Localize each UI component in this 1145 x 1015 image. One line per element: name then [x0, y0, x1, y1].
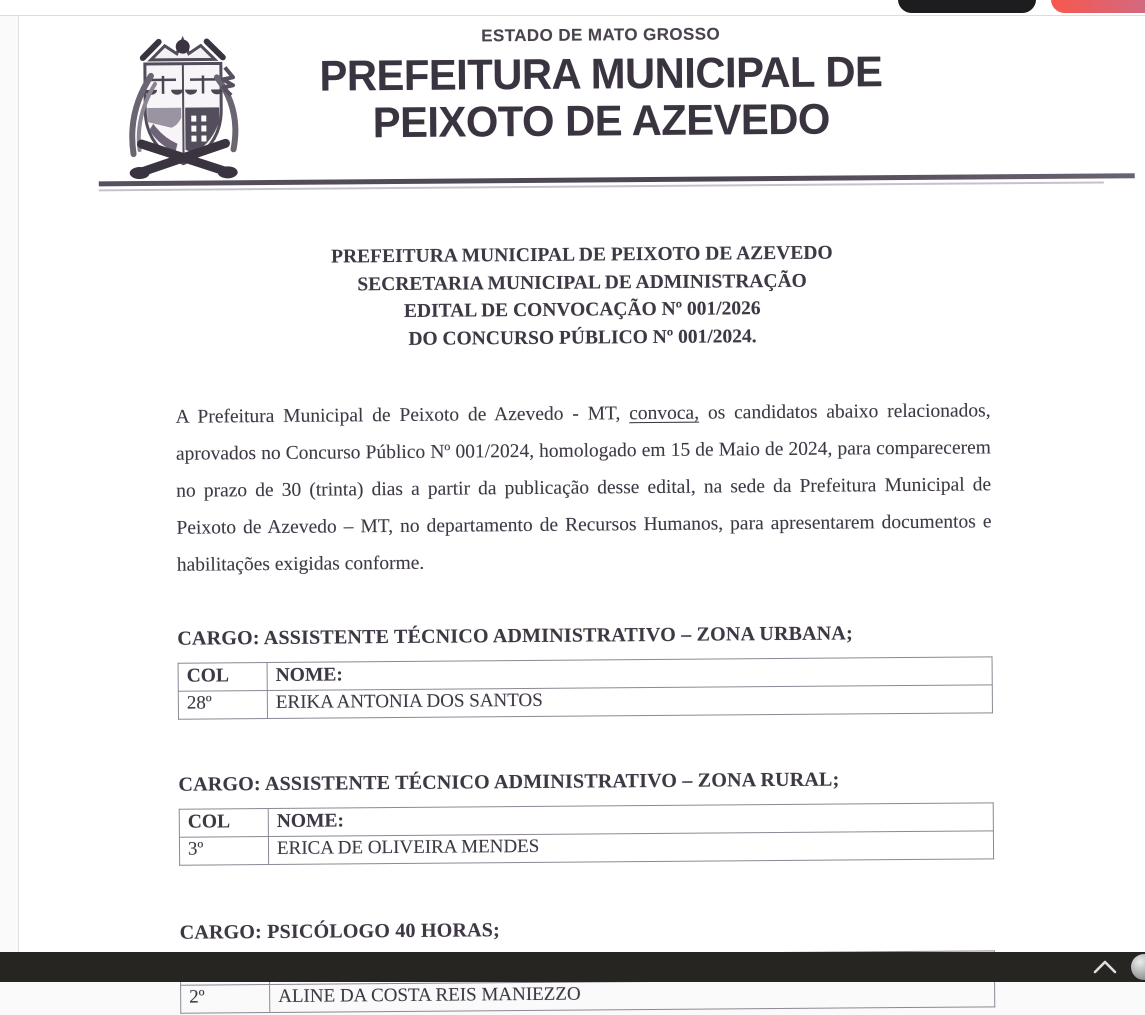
title-line-3: EDITAL DE CONVOCAÇÃO Nº 001/2026: [175, 293, 990, 327]
cargo-heading-zona-urbana: CARGO: ASSISTENTE TÉCNICO ADMINISTRATIVO – ZONA URBANA;: [177, 621, 992, 650]
bottom-toolbar: [0, 952, 1145, 982]
nome-header: NOME:: [269, 951, 994, 985]
cargo-heading-zona-rural: CARGO: ASSISTENTE TÉCNICO ADMINISTRATIVO – ZONA RURAL;: [178, 767, 993, 796]
table-row: [178, 685, 992, 719]
letterhead-title-line1: PREFEITURA MUNICIPAL DE: [218, 48, 985, 101]
roster-table-zona-urbana: [178, 656, 993, 719]
title-line-4: DO CONCURSO PÚBLICO Nº 001/2024.: [175, 321, 990, 355]
table-row: [179, 831, 993, 865]
candidate-name: ERICA DE OLIVEIRA MENDES: [268, 831, 993, 865]
candidate-rank: [181, 985, 270, 1014]
candidate-name: [270, 979, 995, 1013]
intro-paragraph: [175, 392, 991, 583]
cargo-heading-psicologo: CARGO: PSICÓLOGO 40 HORAS;: [180, 915, 995, 944]
dark-action-button[interactable]: [898, 0, 1036, 13]
nome-header: NOME:: [268, 803, 993, 837]
intro-underlined-word: convoca,: [629, 403, 699, 425]
edital-title-block: [174, 238, 990, 354]
red-action-button[interactable]: [1051, 0, 1145, 13]
col-header: COL: [180, 957, 269, 986]
letterhead: [15, 11, 1143, 200]
chevron-up-icon: [1091, 959, 1119, 975]
table-row: [181, 979, 995, 1013]
intro-text-before: A Prefeitura Municipal de Peixoto de Azevedo - MT,: [176, 403, 630, 428]
col-header: COL: [178, 663, 267, 692]
floating-orb-button[interactable]: [1131, 954, 1145, 980]
candidate-rank: 3º: [179, 837, 268, 866]
title-line-1: PREFEITURA MUNICIPAL DE PEIXOTO DE AZEVEDO: [174, 238, 989, 272]
letterhead-rule: [99, 173, 1135, 191]
letterhead-state-line: ESTADO DE MATO GROSSO: [206, 22, 996, 48]
scroll-to-top-button[interactable]: [1091, 959, 1119, 975]
candidate-name: ERIKA ANTONIA DOS SANTOS: [267, 685, 992, 719]
roster-table-zona-rural: [179, 802, 994, 865]
col-header: COL: [179, 809, 268, 838]
intro-text-after: os candidatos abaixo relacionados, aprovados no Concurso Público Nº 001/2024, homologado em 15 de Maio de 2024, para comparecerem no prazo de 30 (trinta) dias a partir da publicação desse edital, na sede da Prefeitura Municipal de Peixoto de Azevedo – MT, no departamento de Recursos Humanos, para apresentarem documentos e habilitações exigidas conforme.: [176, 400, 992, 575]
scanned-document-page: [18, 16, 1145, 952]
nome-header: NOME:: [267, 657, 992, 691]
candidate-rank: 28º: [178, 691, 267, 720]
title-line-2: SECRETARIA MUNICIPAL DE ADMINISTRAÇÃO: [174, 266, 989, 300]
letterhead-title-line2: PEIXOTO DE AZEVEDO: [218, 95, 985, 148]
